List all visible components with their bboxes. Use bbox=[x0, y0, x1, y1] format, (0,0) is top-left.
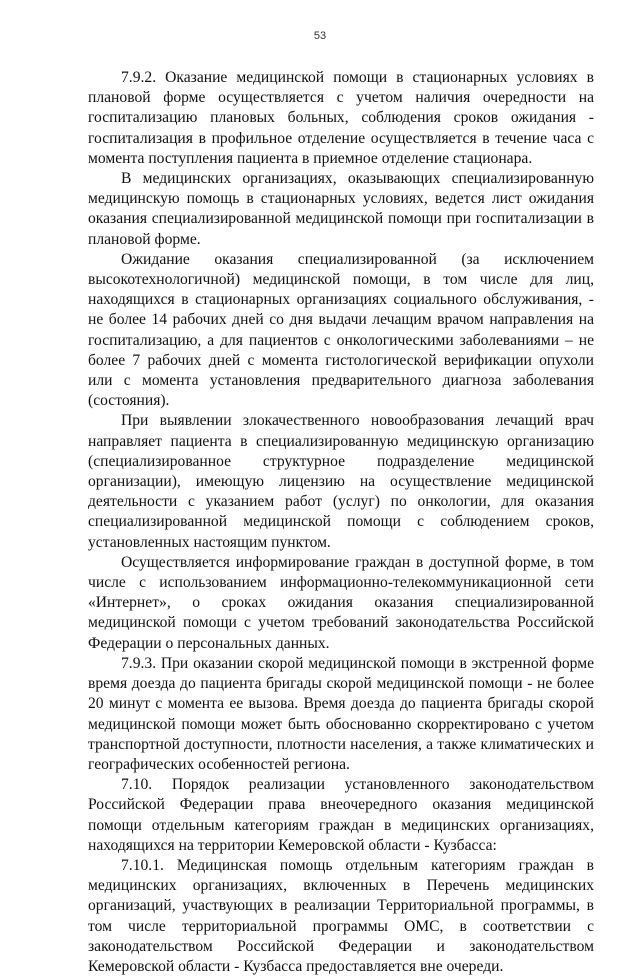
paragraph-7-9-3: 7.9.3. При оказании скорой медицинской помощи в экстренной форме время доезда до пациента бригады скорой медицинской помощи - не более 20 минут с момента ее вызова. Время доезда до пациента бригады скорой медицинской помощи может быть обоснованно скорректировано с учетом транспортной доступности, плотности населения, а также климатических и географических особенностей региона. bbox=[88, 654, 594, 773]
paragraph-oncology-referral: При выявлении злокачественного новообразования лечащий врач направляет пациента в специализированную медицинскую организацию (специализированное структурное подразделение медицинской организации), имеющую лицензию на осуществление медицинской деятельности с указанием работ (услуг) по онкологии, для оказания специализированной медицинской помощи с соблюдением сроков, установленных настоящим пунктом. bbox=[88, 412, 594, 551]
paragraph-7-9-2: 7.9.2. Оказание медицинской помощи в стационарных условиях в плановой форме осуществляется с учетом наличия очередности на госпитализацию плановых больных, соблюдения сроков ожидания - госпитализация в профильное отделение осуществляется в течение часа с момента поступления пациента в приемное отделение стационара. bbox=[88, 69, 594, 167]
paragraph-7-10-1: 7.10.1. Медицинская помощь отдельным категориям граждан в медицинских организациях, включенных в Перечень медицинских организаций, участвующих в реализации Территориальной программы, в том числе территориальной программы ОМС, в соответствии с законодательством Российской Федерации и законодательством Кемеровской области - Кузбасса предоставляется вне очереди. bbox=[88, 856, 594, 975]
document-body bbox=[88, 68, 594, 977]
paragraph-7-10: 7.10. Порядок реализации установленного законодательством Российской Федерации права внеочередного оказания медицинской помощи отдельным категориям граждан в медицинских организациях, находящихся на территории Кемеровской области - Кузбасса: bbox=[88, 776, 594, 854]
paragraph-waiting-time: Ожидание оказания специализированной (за исключением высокотехнологичной) медицинской помощи, в том числе для лиц, находящихся в стационарных организациях социального обслуживания, - не более 14 рабочих дней со дня выдачи лечащим врачом направления на госпитализацию, а для пациентов с онкологическими заболеваниями – не более 7 рабочих дней с момента гистологической верификации опухоли или с момента установления предварительного диагноза заболевания (состояния). bbox=[88, 250, 594, 410]
page-number: 53 bbox=[313, 30, 327, 42]
paragraph-informing-citizens: Осуществляется информирование граждан в доступной форме, в том числе с использованием информационно-телекоммуникационной сети «Интернет», о сроках ожидания оказания специализированной медицинской помощи с учетом требований законодательства Российской Федерации о персональных данных. bbox=[88, 553, 594, 652]
paragraph-waiting-list: В медицинских организациях, оказывающих специализированную медицинскую помощь в стационарных условиях, ведется лист ожидания оказания специализированной медицинской помощи при госпитализации в плановой форме. bbox=[88, 170, 594, 248]
